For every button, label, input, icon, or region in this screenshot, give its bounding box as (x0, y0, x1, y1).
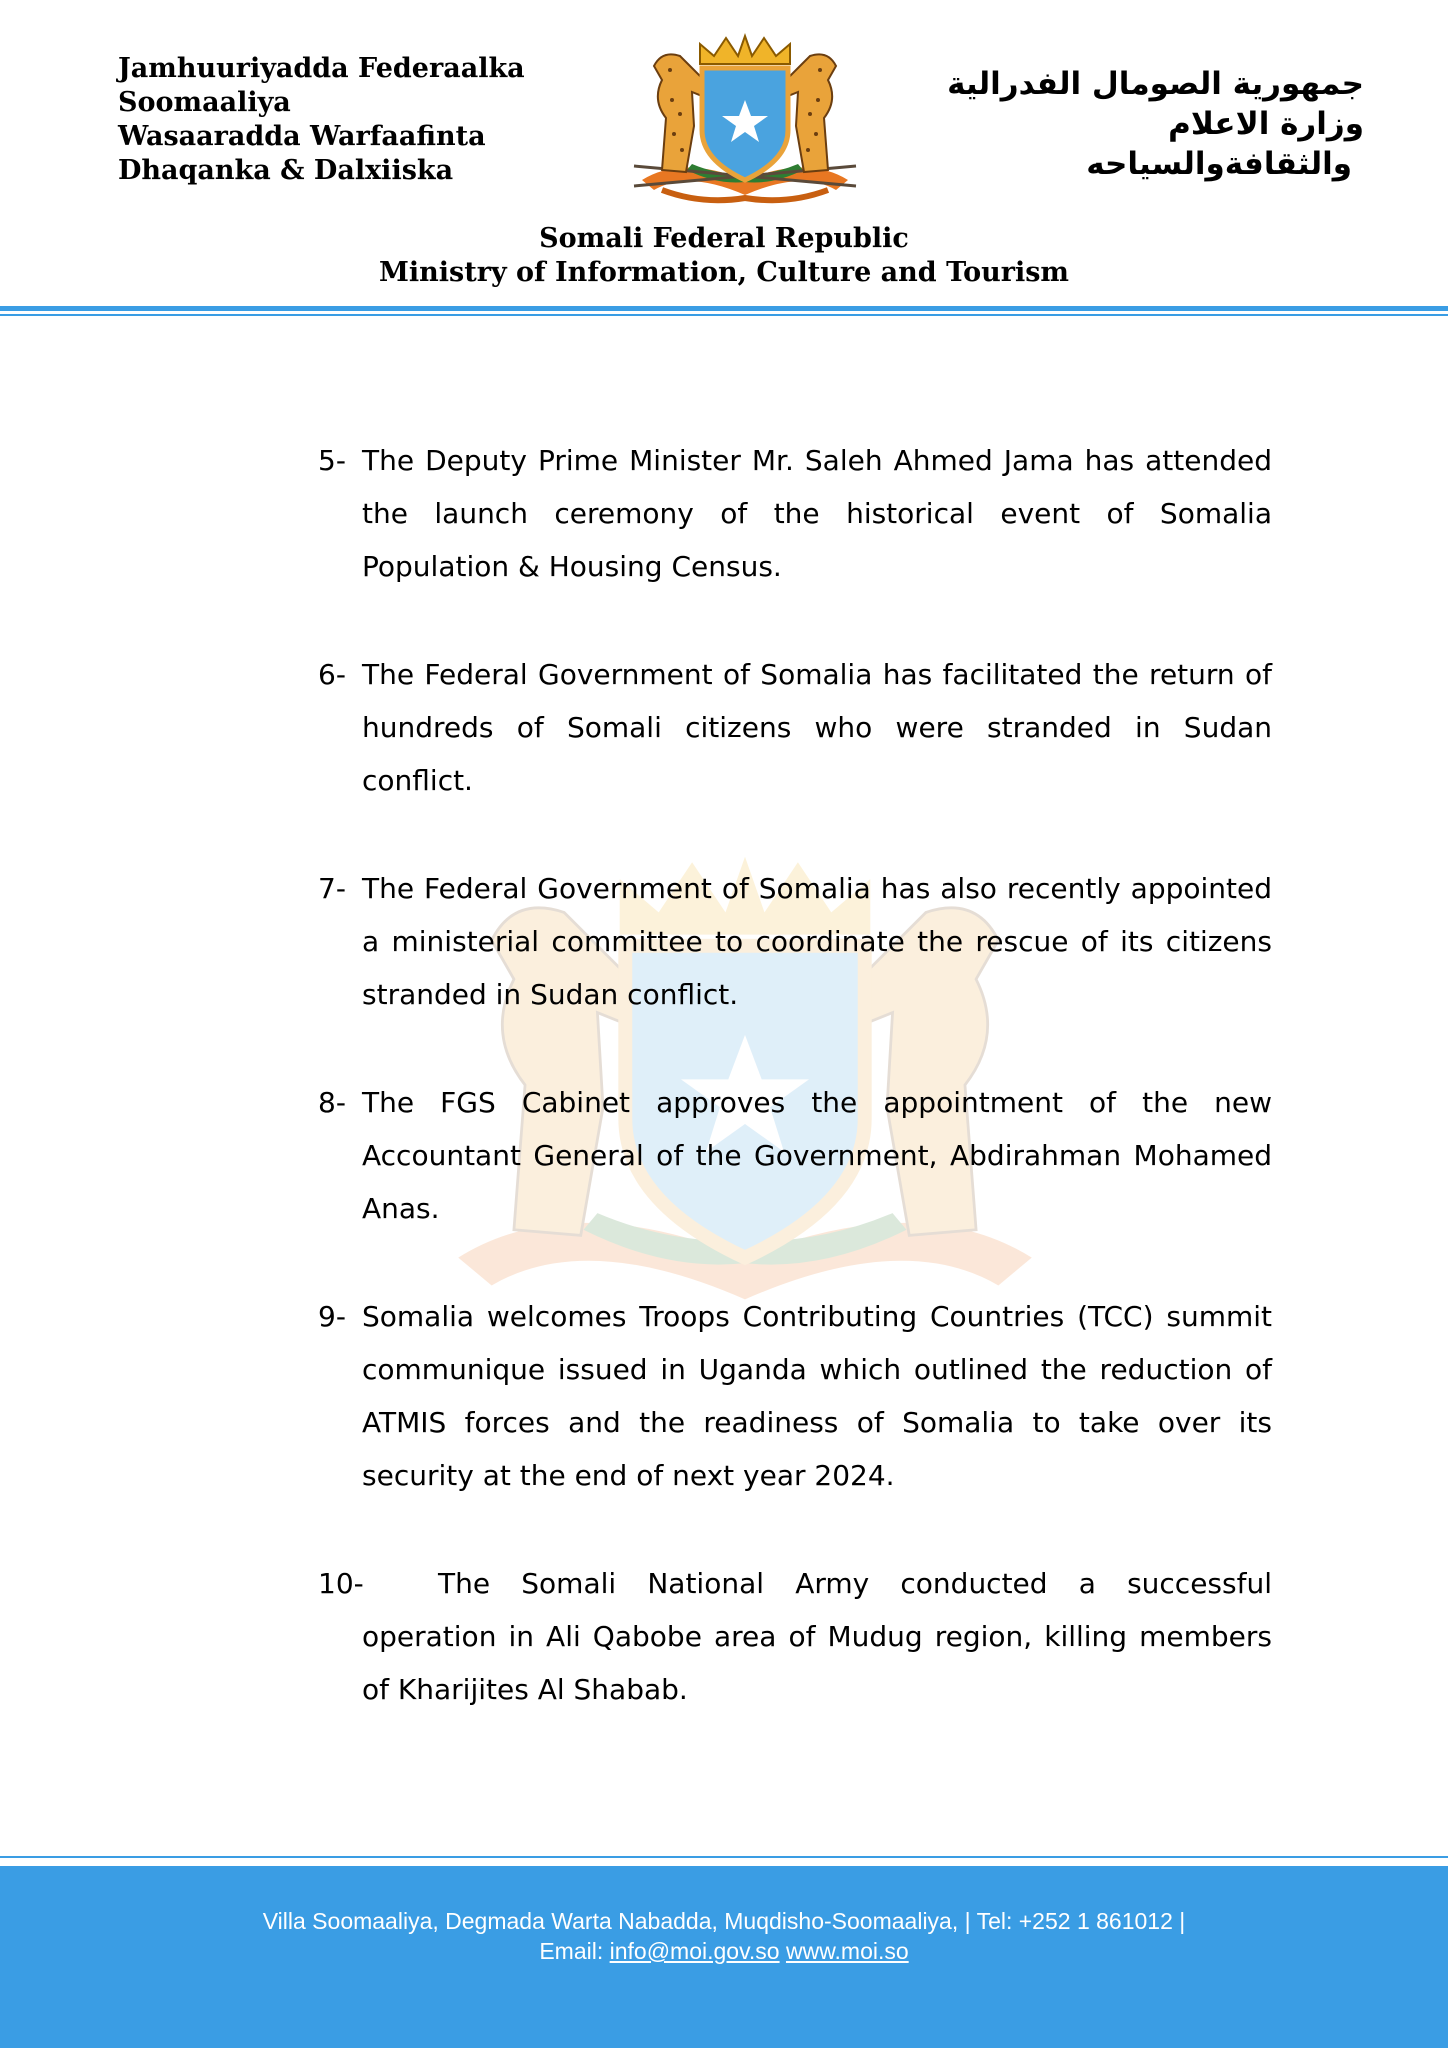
header-arabic-line: وزارة الاعلام (1168, 106, 1364, 142)
list-item (318, 1557, 1272, 1716)
item-number: 9- (318, 1300, 346, 1333)
list-item (318, 862, 1272, 1021)
footer-address: Villa Soomaaliya, Degmada Warta Nabadda, Muqdisho-Soomaaliya, | Tel: +252 1 861012 | (262, 1908, 1186, 1934)
footer-email-label: Email: (539, 1938, 604, 1964)
header-divider-thick (0, 306, 1448, 311)
item-text: The Federal Government of Somalia has also recently appointed a ministerial committee to coordinate the rescue of its citizens stranded in Sudan conflict. (362, 872, 1272, 1011)
header-english-title (0, 222, 1448, 290)
list-item (318, 648, 1272, 807)
item-number: 8- (318, 1086, 346, 1119)
list-item (318, 1290, 1272, 1502)
item-text: The Federal Government of Somalia has facilitated the return of hundreds of Somali citizens who were stranded in Sudan conflict. (362, 658, 1272, 797)
header-somali-line: Soomaaliya (118, 87, 291, 118)
item-text: Somalia welcomes Troops Contributing Countries (TCC) summit communique issued in Uganda which outlined the reduction of ATMIS forces and the readiness of Somalia to take over its security at the end of next year 2024. (362, 1300, 1272, 1492)
item-number: 10- (318, 1567, 364, 1600)
footer-email-link[interactable]: info@moi.gov.so (609, 1938, 780, 1964)
header-somali-line: Dhaqanka & Dalxiiska (118, 155, 454, 186)
item-number: 6- (318, 658, 346, 691)
item-number: 5- (318, 444, 346, 477)
somalia-coat-of-arms-icon (622, 30, 868, 206)
list-item (318, 434, 1272, 593)
header-somali-line: Jamhuuriyadda Federaalka (118, 53, 525, 84)
item-text: The Deputy Prime Minister Mr. Saleh Ahmed Jama has attended the launch ceremony of the historical event of Somalia Population & Housing Census. (362, 444, 1272, 583)
header-arabic-line: جمهورية الصومال الفدرالية (947, 66, 1364, 102)
footer-website-link[interactable]: www.moi.so (785, 1938, 909, 1964)
header-republic-name: Somali Federal Republic (539, 223, 909, 254)
header-arabic-line: والثقافةوالسياحه (1086, 146, 1352, 182)
header-divider-thin (0, 314, 1448, 316)
footer-divider-thin (0, 1856, 1448, 1858)
list-item (318, 1076, 1272, 1235)
item-text: The FGS Cabinet approves the appointment of the new Accountant General of the Government, Abdirahman Mohamed Anas. (362, 1086, 1272, 1225)
footer-contact (0, 1936, 1448, 1966)
header-somali-title (118, 52, 525, 188)
header-somali-line: Wasaaradda Warfaafinta (118, 121, 486, 152)
item-text: The Somali National Army conducted a successful operation in Ali Qabobe area of Mudug region, killing members of Kharijites Al Shabab. (362, 1567, 1272, 1706)
header-arabic-title (904, 64, 1364, 184)
item-number: 7- (318, 872, 346, 905)
header-ministry-name: Ministry of Information, Culture and Tourism (379, 257, 1069, 288)
footer (0, 1866, 1448, 2048)
